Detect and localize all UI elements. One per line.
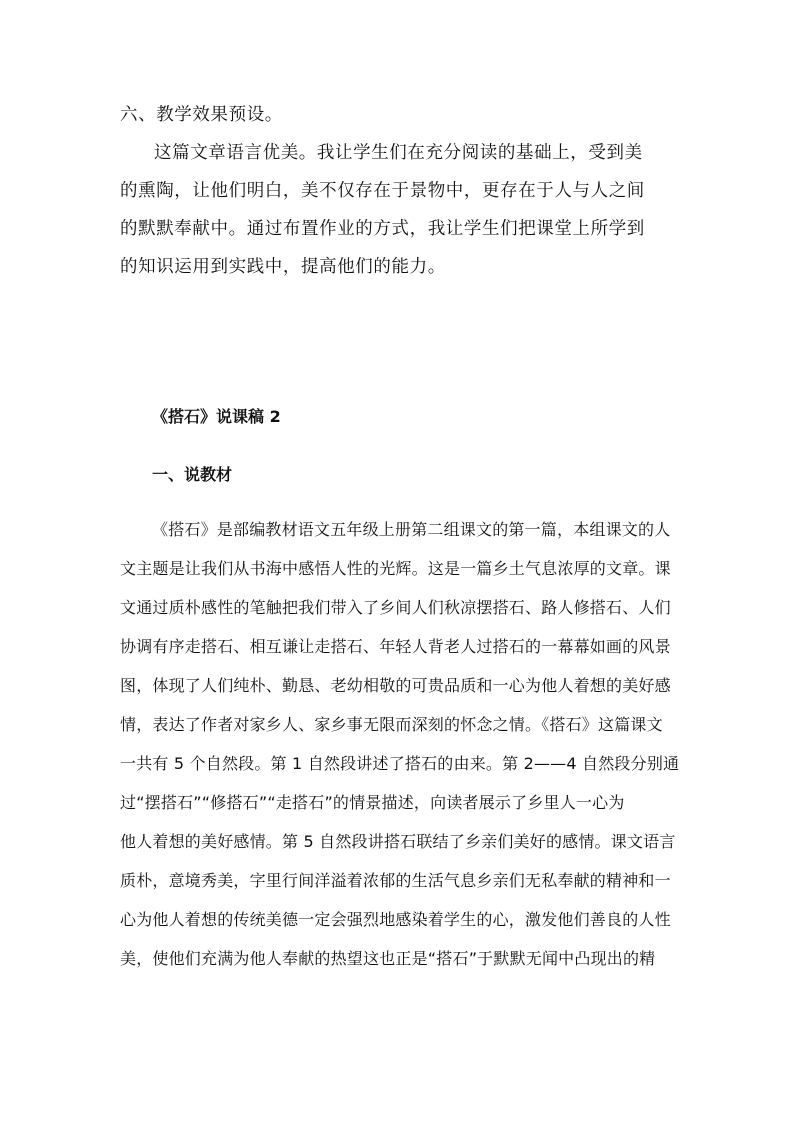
- section-six: [120, 96, 680, 286]
- paragraph-line: 的默默奉献中。通过布置作业的方式，我让学生们把课堂上所学到: [120, 219, 645, 239]
- paragraph-line: 质朴，意境秀美，字里行间洋溢着浓郁的生活气息乡亲们无私奉献的精神和一: [120, 871, 671, 890]
- paragraph-line: 协调有序走搭石、相互谦让走搭石、年轻人背老人过搭石的一幕幕如画的风景: [120, 637, 671, 656]
- paragraph-line: 图，体现了人们纯朴、勤恳、老幼相敬的可贵品质和一心为他人着想的美好感: [120, 676, 671, 695]
- paragraph-line: 文主题是让我们从书海中感悟人性的光辉。这是一篇乡土气息浓厚的文章。课: [120, 559, 671, 578]
- section-heading-six: 六、教学效果预设。: [120, 105, 283, 125]
- paragraph-line: 一共有 5 个自然段。第 1 自然段讲述了搭石的由来。第 2——4 自然段分别通: [120, 754, 680, 773]
- paragraph-line: 这篇文章语言优美。我让学生们在充分阅读的基础上，受到美: [154, 143, 643, 163]
- paragraph-line: 情，表达了作者对家乡人、家乡事无限而深刻的怀念之情。《搭石》这篇课文: [120, 715, 663, 734]
- paragraph-line: 他人着想的美好感情。第 5 自然段讲搭石联结了乡亲们美好的感情。课文语言: [120, 832, 676, 851]
- paragraph-line: 文通过质朴感性的笔触把我们带入了乡间人们秋凉摆搭石、路人修搭石、人们: [120, 598, 671, 617]
- body-paragraph: [120, 510, 680, 978]
- paragraph-line: 《搭石》是部编教材语文五年级上册第二组课文的第一篇，本组课文的人: [152, 520, 671, 539]
- paragraph-line: 的熏陶，让他们明白，美不仅存在于景物中，更存在于人与人之间: [120, 181, 645, 201]
- paragraph-line: 心为他人着想的传统美德一定会强烈地感染着学生的心，激发他们善良的人性: [120, 910, 671, 929]
- paragraph-line: 美，使他们充满为他人奉献的热望这也正是“搭石”于默默无闻中凸现出的精: [120, 949, 656, 968]
- document-title: 《搭石》说课稿 2: [152, 407, 281, 426]
- paragraph-line: 过“摆搭石”“修搭石”“走搭石”的情景描述，向读者展示了乡里人一心为: [120, 793, 625, 812]
- section-heading: 一、说教材: [152, 465, 233, 484]
- paragraph-line: 的知识运用到实践中，提高他们的能力。: [120, 257, 446, 277]
